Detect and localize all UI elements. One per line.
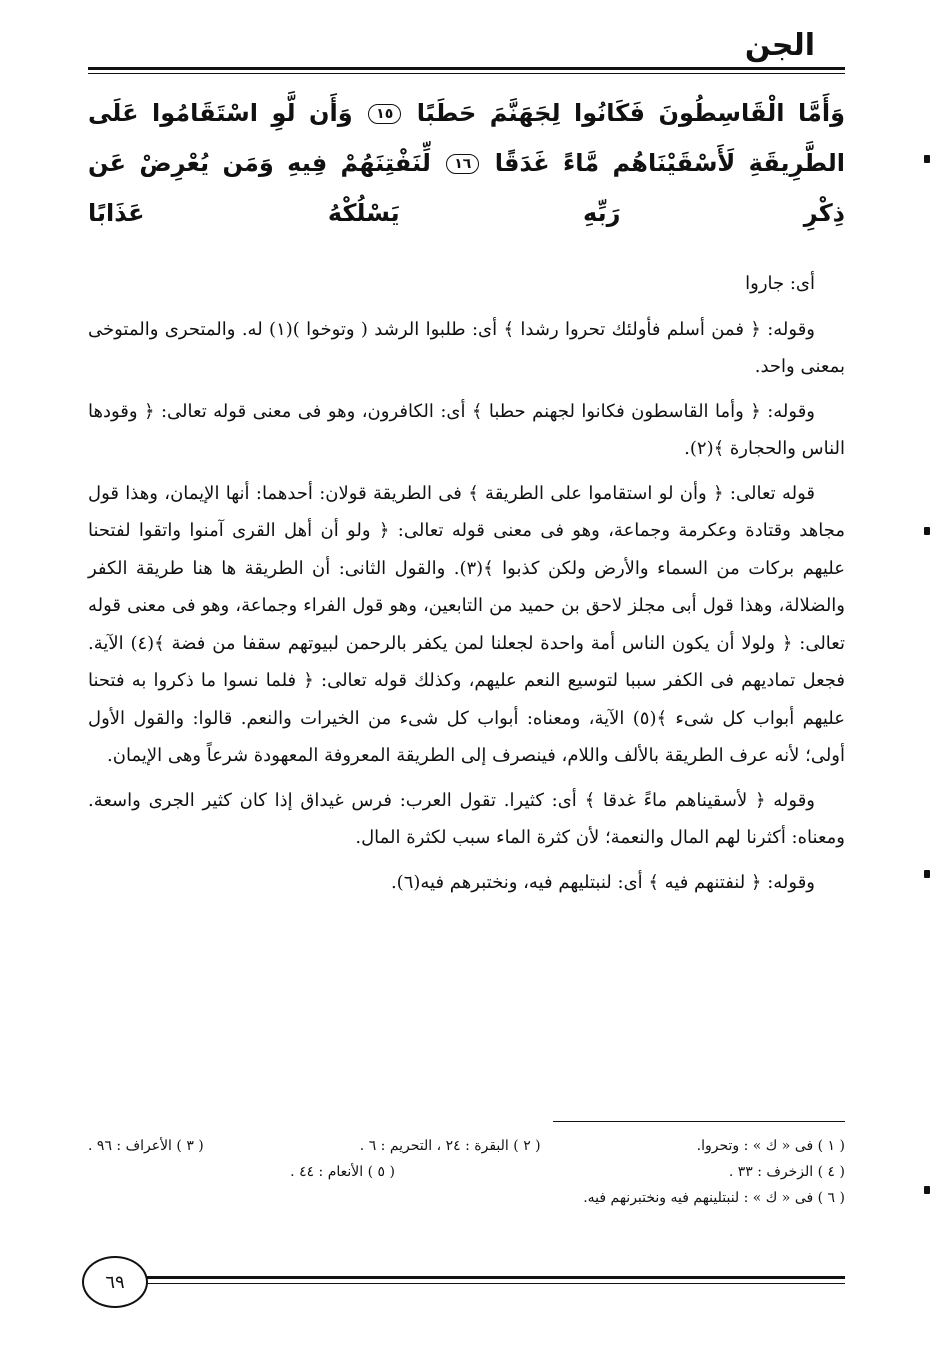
footnote-row bbox=[88, 1159, 845, 1185]
footnote-row bbox=[88, 1133, 845, 1159]
footnote: ( ٤ ) الزخرف : ٣٣ . bbox=[728, 1164, 845, 1180]
header-rule-thick bbox=[88, 67, 845, 70]
page-number-badge bbox=[82, 1256, 148, 1306]
footer-rule-thick bbox=[146, 1276, 845, 1279]
footnote: ( ٢ ) البقرة : ٢٤ ، التحريم : ٦ . bbox=[359, 1138, 541, 1154]
footnote-row bbox=[88, 1185, 845, 1211]
footnote: ( ٥ ) الأنعام : ٤٤ . bbox=[290, 1164, 395, 1180]
paragraph: وقوله: ﴿ لنفتنهم فيه ﴾ أى: لنبتليهم فيه، ونختبرهم فيه(٦). bbox=[390, 871, 815, 893]
paragraph: أى: جاروا bbox=[745, 273, 815, 294]
paragraph: وقوله ﴿ لأسقيناهم ماءً غدقا ﴾ أى: كثيرا. تقول العرب: فرس غيداق إذا كان كثير الجرى واسعة. ومعناه: أكثرنا لهم المال والنعمة؛ لأن كثرة الماء سبب لكثرة المال. bbox=[88, 789, 845, 848]
quran-verse-block bbox=[88, 88, 846, 227]
paragraph: قوله تعالى: ﴿ وأن لو استقاموا على الطريقة ﴾ فى الطريقة قولان: أحدهما: أنها الإيمان، وهذا قول مجاهد وقتادة وعكرمة وجماعة، وهو فى معنى قوله تعالى: ﴿ ولو أن أهل القرى آمنوا واتقوا لفتحنا عليهم بركات من السماء والأرض ولكن كذبوا ﴾(٣). والقول الثانى: أن الطريقة ها هنا طريقة الكفر والضلالة، وهذا قول أبى مجلز لاحق بن حميد من التابعين، وهو قول الفراء وجماعة، وهو فى معنى قوله تعالى: ﴿ ولولا أن يكون الناس أمة واحدة لجعلنا لمن يكفر بالرحمن لبيوتهم سقفا من فضة ﴾(٤) الآية. فجعل تماديهم فى الكفر سببا لتوسيع النعم عليهم، وكذلك قوله تعالى: ﴿ فلما نسوا ما ذكروا به فتحنا عليهم أبواب كل شىء ﴾(٥) الآية، ومعناه: أبواب كل شىء من الخيرات والنعم. قالوا: والقول الأول أولى؛ لأنه عرف الطريقة بالألف واللام، فينصرف إلى الطريقة المعروفة المعهودة شرعاً وهى الإيمان. bbox=[88, 482, 845, 766]
margin-mark bbox=[924, 527, 930, 535]
commentary-text bbox=[88, 265, 845, 908]
footnote: ( ١ ) فى « ك » : وتحروا. bbox=[696, 1138, 845, 1154]
footer-rule-thin bbox=[146, 1283, 845, 1284]
page-number: ٦٩ bbox=[82, 1256, 148, 1308]
footnote: ( ٦ ) فى « ك » : لنبتلينهم فيه ونختبرنهم فيه. bbox=[583, 1190, 845, 1206]
verse-text: وَأَن لَّوِ اسْتَقَامُوا عَلَى الطَّرِيقَةِ لَأَسْقَيْنَاهُم مَّاءً غَدَقًا bbox=[88, 99, 846, 177]
footnotes bbox=[88, 1133, 845, 1211]
paragraph: وقوله: ﴿ فمن أسلم فأولئك تحروا رشدا ﴾ أى: طلبوا الرشد ( وتوخوا )(١) له. والمتحرى والمتوخى بمعنى واحد. bbox=[88, 318, 845, 377]
verse-number-marker: ١٦ bbox=[446, 154, 479, 174]
verse-number-marker: ١٥ bbox=[368, 104, 401, 124]
footnote-separator bbox=[553, 1121, 845, 1122]
footnote: ( ٣ ) الأعراف : ٩٦ . bbox=[88, 1138, 204, 1154]
verse-text: وَأَمَّا الْقَاسِطُونَ فَكَانُوا لِجَهَنَّمَ حَطَبًا bbox=[416, 99, 845, 127]
margin-mark bbox=[924, 155, 930, 163]
page-header-title: الجن bbox=[744, 28, 815, 63]
paragraph: وقوله: ﴿ وأما القاسطون فكانوا لجهنم حطبا ﴾ أى: الكافرون، وهو فى معنى قوله تعالى: ﴿ وقودها الناس والحجارة ﴾(٢). bbox=[88, 400, 845, 459]
margin-mark bbox=[924, 1186, 930, 1194]
verse-text: لِّنَفْتِنَهُمْ فِيهِ وَمَن يُعْرِضْ عَن ذِكْرِ رَبِّهِ يَسْلُكْهُ عَذَابًا bbox=[88, 149, 845, 227]
margin-mark bbox=[924, 870, 930, 878]
header-rule-thin bbox=[88, 73, 845, 74]
